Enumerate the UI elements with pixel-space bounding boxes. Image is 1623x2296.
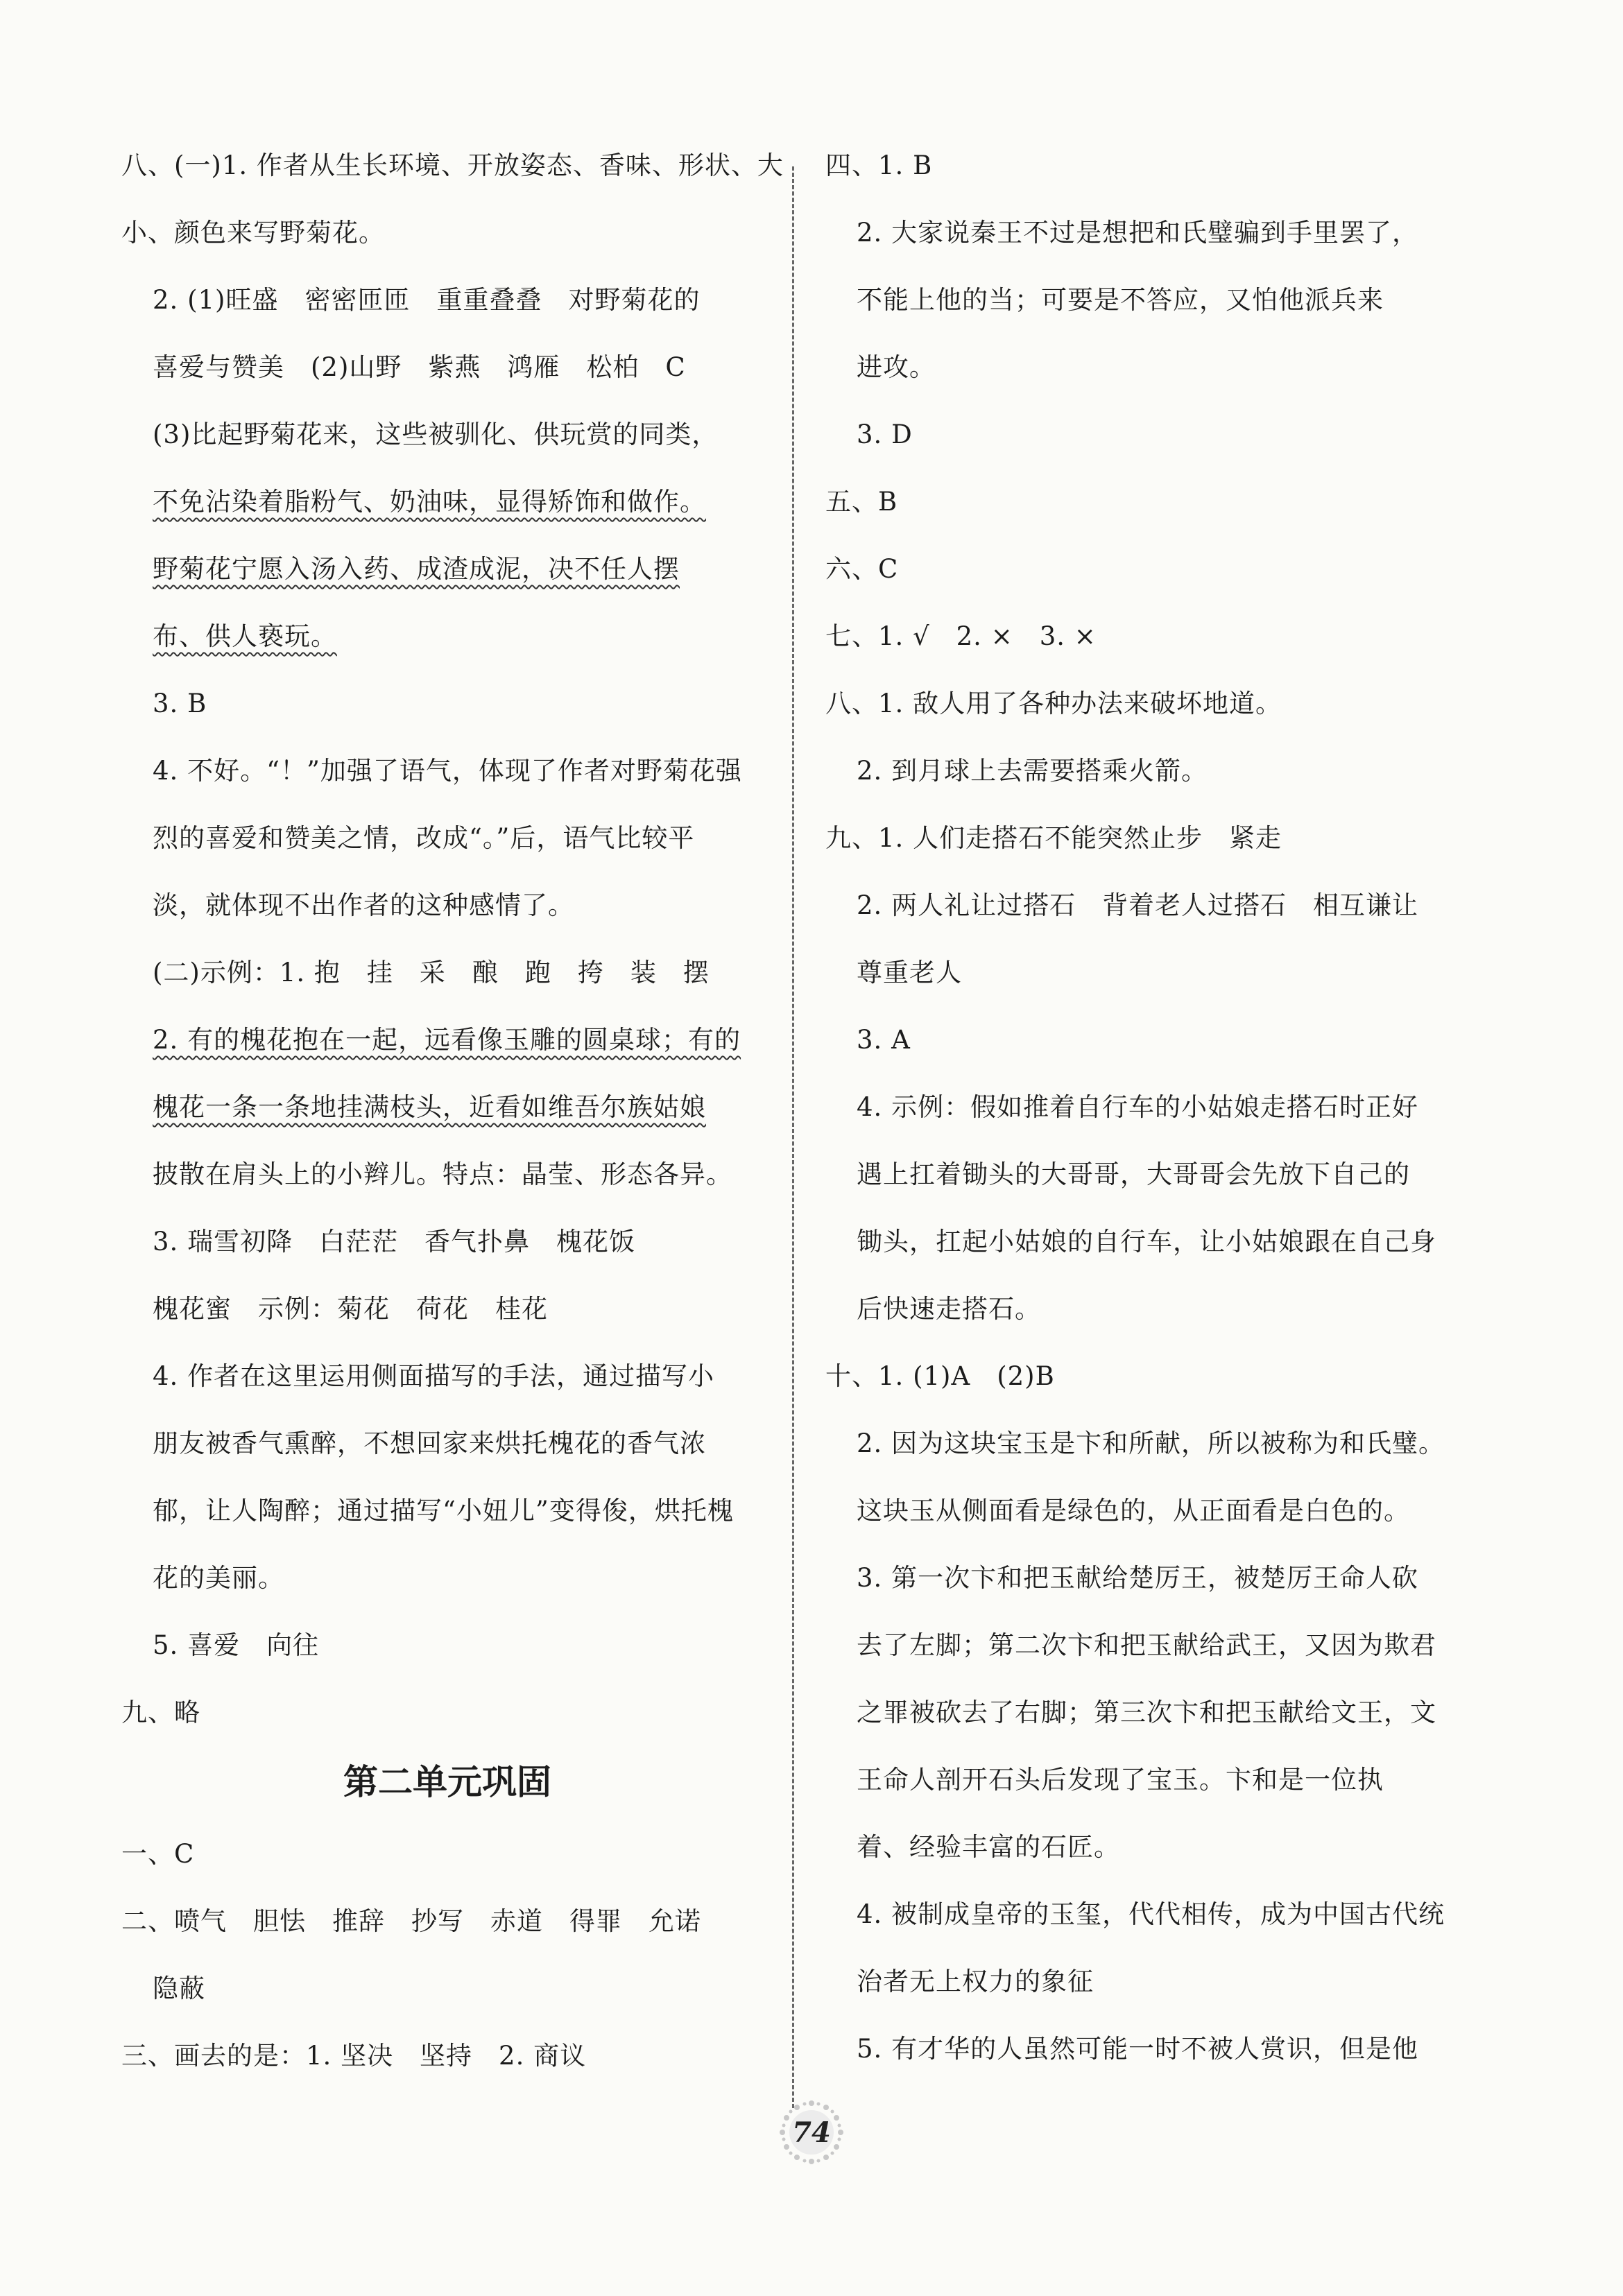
answer-line: 后快速走搭石。 xyxy=(857,1294,1041,1324)
answer-line: 这块玉从侧面看是绿色的，从正面看是白色的。 xyxy=(857,1496,1410,1526)
answer-line: 不能上他的当；可要是不答应，又怕他派兵来 xyxy=(857,285,1384,315)
wavy-underline-text: 不免沾染着脂粉气、奶油味，显得矫饰和做作。 xyxy=(153,487,706,517)
answer-line: 五、B xyxy=(825,487,898,517)
wavy-underline-text: 野菊花宁愿入汤入药、成渣成泥，决不任人摆 xyxy=(153,554,680,584)
answer-line: 九、略 xyxy=(121,1698,200,1727)
answer-line: 2. (1)旺盛 密密匝匝 重重叠叠 对野菊花的 xyxy=(153,285,701,315)
answer-line: (3)比起野菊花来，这些被驯化、供玩赏的同类， xyxy=(153,420,719,449)
answer-line: 九、1. 人们走搭石不能突然止步 紧走 xyxy=(825,823,1282,853)
answer-line: 5. 喜爱 向往 xyxy=(153,1630,320,1660)
wavy-underline-text: 槐花一条一条地挂满枝头，近看如维吾尔族姑娘 xyxy=(153,1092,706,1122)
wavy-underline-text: 布、供人亵玩。 xyxy=(153,621,337,651)
answer-line: 4. 不好。“！”加强了语气，体现了作者对野菊花强 xyxy=(153,756,742,786)
answer-line: 淡，就体现不出作者的这种感情了。 xyxy=(153,890,574,920)
answer-line: 三、画去的是：1. 坚决 坚持 2. 商议 xyxy=(121,2041,587,2071)
answer-line: 槐花蜜 示例：菊花 荷花 桂花 xyxy=(153,1294,548,1324)
wavy-underline-text: 2. 有的槐花抱在一起，远看像玉雕的圆桌球；有的 xyxy=(153,1025,741,1055)
answer-line: 着、经验丰富的石匠。 xyxy=(857,1832,1120,1862)
answer-line: 郁，让人陶醉；通过描写“小妞儿”变得俊，烘托槐 xyxy=(153,1496,734,1526)
answer-line: 四、1. B xyxy=(825,150,933,180)
answer-line xyxy=(153,1027,741,1053)
answer-line: 十、1. (1)A (2)B xyxy=(825,1361,1055,1391)
answer-line: 花的美丽。 xyxy=(153,1563,284,1593)
answer-line: 2. 因为这块宝玉是卞和所献，所以被称为和氏璧。 xyxy=(857,1428,1445,1458)
answer-line: 锄头，扛起小姑娘的自行车，让小姑娘跟在自己身 xyxy=(857,1227,1436,1257)
column-divider xyxy=(792,166,794,2108)
answer-line: 3. 瑞雪初降 白茫茫 香气扑鼻 槐花饭 xyxy=(153,1227,636,1257)
page-number: 74 xyxy=(792,2116,831,2149)
answer-line xyxy=(153,1094,706,1120)
answer-line: 4. 被制成皇帝的玉玺，代代相传，成为中国古代统 xyxy=(857,1899,1445,1929)
answer-line: 5. 有才华的人虽然可能一时不被人赏识，但是他 xyxy=(857,2034,1419,2064)
answer-line: 进攻。 xyxy=(857,352,936,382)
answer-line: 去了左脚；第二次卞和把玉献给武王，又因为欺君 xyxy=(857,1630,1436,1660)
answer-line: 二、喷气 胆怯 推辞 抄写 赤道 得罪 允诺 xyxy=(121,1906,701,1936)
answer-line: (二)示例：1. 抱 挂 采 酿 跑 挎 装 摆 xyxy=(153,958,710,987)
answer-line: 朋友被香气熏醉，不想回家来烘托槐花的香气浓 xyxy=(153,1428,706,1458)
answer-line: 4. 示例：假如推着自行车的小姑娘走搭石时正好 xyxy=(857,1092,1419,1122)
answer-line: 4. 作者在这里运用侧面描写的手法，通过描写小 xyxy=(153,1361,715,1391)
answer-line: 七、1. √ 2. × 3. × xyxy=(825,621,1097,651)
answer-line: 尊重老人 xyxy=(857,958,962,987)
answer-line: 王命人剖开石头后发现了宝玉。卞和是一位执 xyxy=(857,1765,1384,1795)
section-title: 第二单元巩固 xyxy=(343,1761,551,1802)
answer-line: 遇上扛着锄头的大哥哥，大哥哥会先放下自己的 xyxy=(857,1159,1410,1189)
answer-line: 3. 第一次卞和把玉献给楚厉王，被楚厉王命人砍 xyxy=(857,1563,1419,1593)
answer-line: 小、颜色来写野菊花。 xyxy=(121,218,385,248)
answer-line: 烈的喜爱和赞美之情，改成“。”后，语气比较平 xyxy=(153,823,695,853)
answer-line: 2. 两人礼让过搭石 背着老人过搭石 相互谦让 xyxy=(857,890,1419,920)
answer-line: 八、(一)1. 作者从生长环境、开放姿态、香味、形状、大 xyxy=(121,150,784,180)
answer-line: 喜爱与赞美 (2)山野 紫燕 鸿雁 松柏 C xyxy=(153,352,686,382)
answer-line: 披散在肩头上的小辫儿。特点：晶莹、形态各异。 xyxy=(153,1159,732,1189)
answer-line: 之罪被砍去了右脚；第三次卞和把玉献给文王，文 xyxy=(857,1698,1436,1727)
answer-line: 2. 到月球上去需要搭乘火箭。 xyxy=(857,756,1208,786)
answer-line xyxy=(153,489,706,515)
answer-line: 隐蔽 xyxy=(153,1974,205,2003)
answer-line: 3. A xyxy=(857,1025,911,1055)
answer-line xyxy=(153,556,680,582)
answer-line: 一、C xyxy=(121,1839,195,1869)
answer-line: 六、C xyxy=(825,554,899,584)
answer-line: 3. B xyxy=(153,689,207,718)
answer-line: 治者无上权力的象征 xyxy=(857,1967,1094,1996)
answer-line xyxy=(153,623,337,649)
page-number-badge xyxy=(777,2098,846,2167)
answer-line: 3. D xyxy=(857,420,913,449)
answer-line: 八、1. 敌人用了各种办法来破坏地道。 xyxy=(825,689,1282,718)
answer-line: 2. 大家说秦王不过是想把和氏璧骗到手里罢了， xyxy=(857,218,1419,248)
